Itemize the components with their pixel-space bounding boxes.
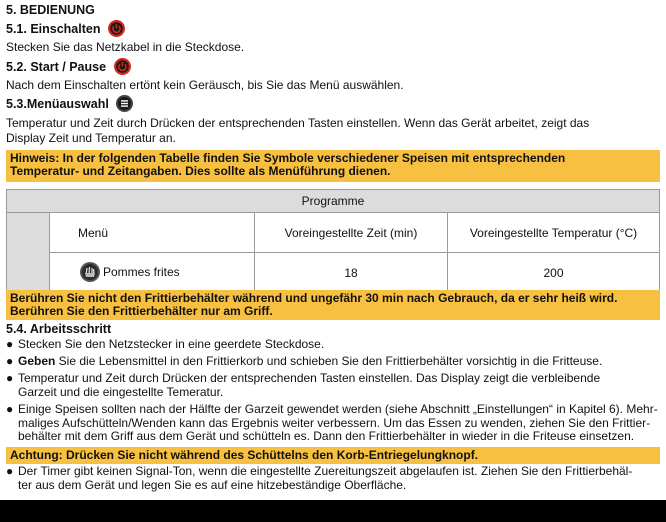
heading-5-2 (6, 59, 131, 76)
heading-5-2-label: 5.2. Start / Pause (6, 59, 107, 74)
hinweis-box (6, 150, 660, 182)
fries-icon (80, 262, 100, 282)
heading-5-4: 5.4. Arbeitsschritt (6, 322, 112, 336)
heading-5-1-label: 5.1. Einschalten (6, 21, 101, 36)
table-cell-time: 18 (255, 253, 448, 293)
warning-line1: Berühren Sie nicht den Frittierbehälter während und ungefähr 30 min nach Gebrauch, da er sehr heiß wird. (10, 291, 618, 305)
menu-icon (116, 95, 133, 112)
list-item (6, 465, 660, 492)
bullet-2-text: Sie die Lebensmittel in den Frittierkorb und schieben Sie den Frittierbehälter vorsichtig in die Fritteuse. (55, 354, 603, 368)
bullet-1-text: Stecken Sie den Netzstecker in eine geerdete Steckdose. (18, 337, 325, 351)
list-item (6, 338, 660, 352)
bullet-2-bold: Geben (18, 354, 56, 368)
warning-box (6, 290, 660, 320)
power-icon (108, 20, 125, 37)
bullet-dot: ● (6, 354, 14, 368)
table-title: Programme (7, 190, 660, 213)
programme-table (6, 189, 660, 293)
table-cell-menu-label: Pommes frites (103, 264, 180, 279)
hinweis-line2: Temperatur- und Zeitangaben. Dies sollte als Menüführung dienen. (10, 164, 391, 178)
table-header-time: Voreingestellte Zeit (min) (255, 213, 448, 253)
bullet-3-line2: Garzeit und die eingestellte Temeratur. (18, 384, 224, 399)
table-cell-temp: 200 (448, 253, 660, 293)
bullet-dot: ● (6, 464, 14, 478)
achtung-box: Achtung: Drücken Sie nicht während des Schüttelns den Korb-Entriegelungknopf. (6, 447, 660, 464)
hinweis-line1: Hinweis: In der folgenden Tabelle finden Sie Symbole verschiedener Speisen mit entsprechenden (10, 151, 566, 165)
bullet-5-line2: ter aus dem Gerät und legen Sie es auf eine hitzebeständige Oberfläche. (18, 477, 407, 492)
text-5-3-line2: Display Zeit und Temperatur an. (6, 131, 176, 145)
text-5-3-line1: Temperatur und Zeit durch Drücken der entsprechenden Tasten einstellen. Wenn das Gerät arbeitet, zeigt das (6, 116, 590, 130)
text-5-2: Nach dem Einschalten ertönt kein Geräusch, bis Sie das Menü auswählen. (6, 78, 404, 92)
table-header-menu: Menü (50, 213, 255, 253)
table-row (7, 253, 660, 293)
heading-5-3 (6, 96, 133, 113)
heading-5-3-label: 5.3.Menüauswahl (6, 96, 109, 111)
bullet-3-line1: Temperatur und Zeit durch Drücken der entsprechenden Tasten einstellen. Das Display zeigt die verbleibende (18, 371, 601, 385)
heading-5-1 (6, 21, 125, 38)
list-item (6, 372, 660, 399)
power-icon (114, 58, 131, 75)
warning-line2: Berühren Sie den Frittierbehälter nur am Griff. (10, 304, 273, 318)
list-item (6, 403, 660, 444)
bullet-4-line3: behälter mit dem Griff aus dem Gerät und schütteln es. Dann den Frittierbehälter in wieder in die Friteuse einsetzen. (18, 429, 635, 443)
table-header-temp: Voreingestellte Temperatur (°C) (448, 213, 660, 253)
section-title: 5. BEDIENUNG (6, 3, 95, 17)
table-side-cell (7, 213, 50, 293)
list-item (6, 355, 660, 369)
text-5-1: Stecken Sie das Netzkabel in die Steckdose. (6, 40, 245, 54)
bullet-4-line2: maliges Aufschütteln/Wenden kann das Ergebnis weiter verbessern. Um das Essen zu wenden, ziehen Sie den Frittier- (18, 415, 651, 430)
bullet-5-line1: Der Timer gibt keinen Signal-Ton, wenn die eingestellte Zuereitungszeit abgelaufen ist. Ziehen Sie den Frittierbehäl- (18, 464, 633, 478)
table-cell-menu (50, 253, 255, 293)
bullet-4-line1: Einige Speisen sollten nach der Hälfte der Garzeit gewendet werden (siehe Abschnitt „Einstellungen“ in Kapitel 6). Mehr- (18, 402, 658, 416)
bullet-dot: ● (6, 371, 14, 385)
bullet-dot: ● (6, 337, 14, 351)
bottom-black-bar (0, 500, 666, 522)
bullet-dot: ● (6, 402, 14, 416)
